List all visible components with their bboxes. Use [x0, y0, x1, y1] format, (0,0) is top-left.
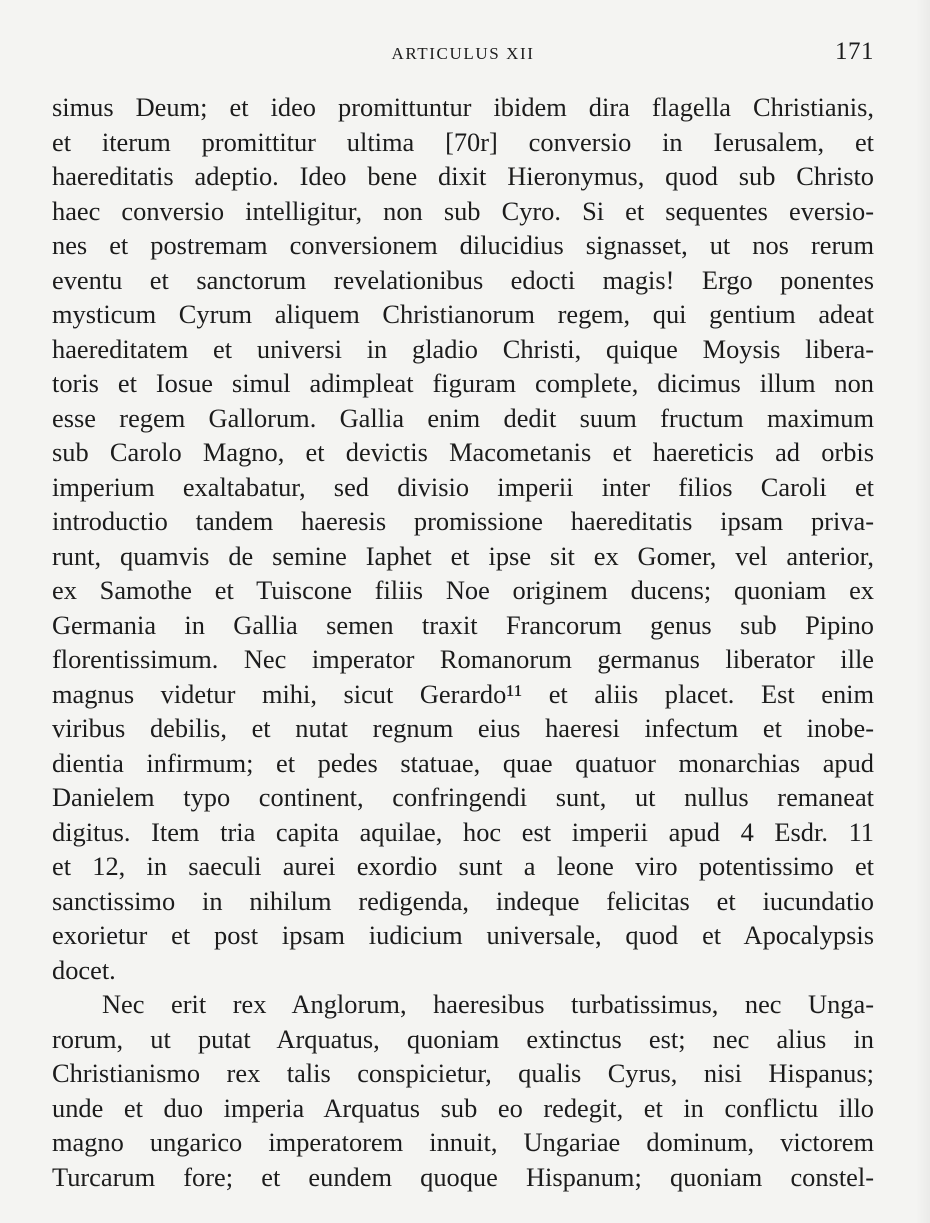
text-line: exorietur et post ipsam iudicium universale, quod et Apocalypsis [52, 920, 874, 950]
text-line: Christianismo rex talis conspicietur, qualis Cyrus, nisi Hispanus; [52, 1058, 874, 1088]
text-line: simus Deum; et ideo promittuntur ibidem dira flagella Christianis, [52, 92, 874, 122]
running-title: ARTICULUS XII [391, 44, 535, 63]
text-line: magnus videtur mihi, sicut Gerardo¹¹ et aliis placet. Est enim [52, 678, 874, 709]
text-line: haereditatis adeptio. Ideo bene dixit Hieronymus, quod sub Christo [52, 161, 874, 191]
text-line: dientia infirmum; et pedes statuae, quae quatuor monarchias apud [52, 747, 874, 778]
text-line: magno ungarico imperatorem innuit, Ungariae dominum, victorem [52, 1127, 874, 1157]
page-number: 171 [835, 38, 874, 65]
text-line: esse regem Gallorum. Gallia enim dedit suum fructum maximum [52, 402, 874, 433]
text-line: et iterum promittitur ultima [70r] conversio in Ierusalem, et [52, 126, 874, 157]
text-line: Turcarum fore; et eundem quoque Hispanum; quoniam constel- [52, 1161, 874, 1192]
paragraph [52, 90, 874, 987]
text-line: unde et duo imperia Arquatus sub eo redegit, et in conflictu illo [52, 1092, 874, 1123]
text-line: runt, quamvis de semine Iaphet et ipse sit ex Gomer, vel anterior, [52, 540, 874, 571]
text-line: et 12, in saeculi aurei exordio sunt a leone viro potentissimo et [52, 851, 874, 881]
text-line: viribus debilis, et nutat regnum eius haeresi infectum et inobe- [52, 713, 874, 743]
text-line: introductio tandem haeresis promissione haereditatis ipsam priva- [52, 506, 874, 536]
text-line: eventu et sanctorum revelationibus edocti magis! Ergo ponentes [52, 264, 874, 295]
text-line: toris et Iosue simul adimpleat figuram complete, dicimus illum non [52, 368, 874, 398]
text-line: digitus. Item tria capita aquilae, hoc est imperii apud 4 Esdr. 11 [52, 816, 874, 847]
text-line: nes et postremam conversionem dilucidius signasset, ut nos rerum [52, 230, 874, 260]
text-line: sub Carolo Magno, et devictis Macometanis et haereticis ad orbis [52, 437, 874, 467]
text-line: Danielem typo continent, confringendi sunt, ut nullus remaneat [52, 782, 874, 812]
text-line: docet. [52, 954, 116, 985]
text-line: Germania in Gallia semen traxit Francorum genus sub Pipino [52, 609, 874, 640]
text-line: rorum, ut putat Arquatus, quoniam extinctus est; nec alius in [52, 1023, 874, 1054]
text-line: Nec erit rex Anglorum, haeresibus turbatissimus, nec Unga- [102, 989, 874, 1019]
text-line: florentissimum. Nec imperator Romanorum germanus liberator ille [52, 644, 874, 674]
text-line: haec conversio intelligitur, non sub Cyro. Si et sequentes eversio- [52, 195, 874, 226]
text-line: mysticum Cyrum aliquem Christianorum regem, qui gentium adeat [52, 299, 874, 329]
paragraph [52, 987, 874, 1194]
text-line: imperium exaltabatur, sed divisio imperii inter filios Caroli et [52, 471, 874, 502]
text-line: ex Samothe et Tuiscone filiis Noe originem ducens; quoniam ex [52, 575, 874, 605]
scan-edge-shadow [916, 0, 930, 1223]
text-line: sanctissimo in nihilum redigenda, indeque felicitas et iucundatio [52, 885, 874, 916]
body-text [52, 90, 874, 1194]
running-head [52, 38, 874, 68]
text-line: haereditatem et universi in gladio Christi, quique Moysis libera- [52, 333, 874, 364]
